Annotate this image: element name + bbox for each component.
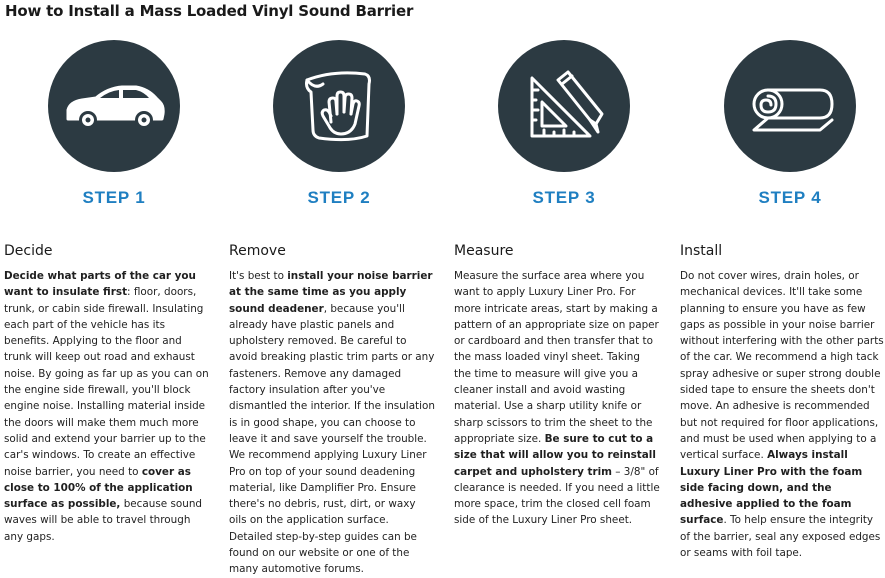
step-2-label: STEP 2	[307, 188, 371, 207]
step-2-icon-circle	[273, 40, 405, 172]
step-3-label: STEP 3	[532, 188, 596, 207]
step-3-icon-circle	[498, 40, 630, 172]
body-text-run: Always install Luxury Liner Pro with the foam side facing down, and the adhesive applied to the foam surface	[680, 449, 863, 527]
body-text-run: Do not cover wires, drain holes, or mechanical devices. It'll take some planning to ensure you have as few gaps as possible in your noise barrier without interfering with the other parts of the car. We recommend a high tack spray adhesive or super strong double sided tape to ensure the sheets don't move. An adhesive is recommended but not required for floor applications, and must be used when applying to a vertical surface.	[680, 270, 884, 462]
body-text-run: cover as close to 100% of the application surface as possible,	[4, 465, 193, 511]
step-1-heading: Decide	[4, 243, 53, 259]
car-icon	[48, 40, 180, 172]
body-text-run: Be sure to cut to a size that will allow you to reinstall carpet and upholstery trim	[454, 432, 656, 478]
step-4-body	[680, 268, 885, 561]
body-text-run: Decide what parts of the car you want to insulate first	[4, 270, 196, 299]
body-text-run: – 3/8" of clearance is needed. If you need a little more space, trim the closed cell foam side of the Luxury Liner Pro sheet.	[454, 465, 660, 527]
ruler-pencil-icon	[498, 40, 630, 172]
step-4-icon-circle	[724, 40, 856, 172]
step-2-body	[229, 268, 435, 578]
body-text-run: : floor, doors, trunk, or cabin side firewall. Insulating each part of the vehicle has its benefits. Applying to the floor and trunk will keep out road and exhaust noise. By going as far up as you can on the engine side firewall, you'll block engine noise. Installing material inside the doors will make them much more solid and extend your barrier up to the car's windows. To create an effective noise barrier, you need to	[4, 286, 209, 478]
body-text-run: because sound waves will be able to travel through any gaps.	[4, 498, 202, 543]
body-text-run: install your noise barrier at the same time as you apply sound deadener	[229, 270, 433, 315]
step-1-body	[4, 268, 210, 545]
body-text-run: , because you'll already have plastic panels and upholstery removed. Be careful to avoid breaking plastic trim parts or any fasteners. Remove any damaged factory insulation after you've dismantled the interior. If the insulation is in good shape, you can choose to leave it and save yourself the trouble. We recommend applying Luxury Liner Pro on top of your sound deadening material, like Damplifier Pro. Ensure there's no debris, rust, dirt, or waxy oils on the application surface. Detailed step-by-step guides can be found on our website or one of the many automotive forums.	[229, 302, 435, 576]
step-3-body	[454, 268, 660, 529]
body-text-run: Measure the surface area where you want to apply Luxury Liner Pro. For more intricate areas, start by making a pattern of an appropriate size on paper or cardboard and then transfer that to the mass loaded vinyl sheet. Taking the time to measure will give you a cleaner install and avoid wasting material. Use a sharp utility knife or sharp scissors to trim the sheet to the appropriate size.	[454, 270, 659, 445]
rolled-sheet-icon	[724, 40, 856, 172]
step-4-label: STEP 4	[758, 188, 822, 207]
page-title: How to Install a Mass Loaded Vinyl Sound Barrier	[5, 2, 414, 20]
body-text-run: It's best to	[229, 270, 288, 282]
step-3-heading: Measure	[454, 243, 514, 259]
cleaning-hand-icon	[273, 40, 405, 172]
step-4-heading: Install	[680, 243, 723, 259]
step-1-icon-circle	[48, 40, 180, 172]
step-2-heading: Remove	[229, 243, 286, 259]
body-text-run: . To help ensure the integrity of the barrier, seal any exposed edges or seams with foil tape.	[680, 514, 881, 560]
step-1-label: STEP 1	[82, 188, 146, 207]
